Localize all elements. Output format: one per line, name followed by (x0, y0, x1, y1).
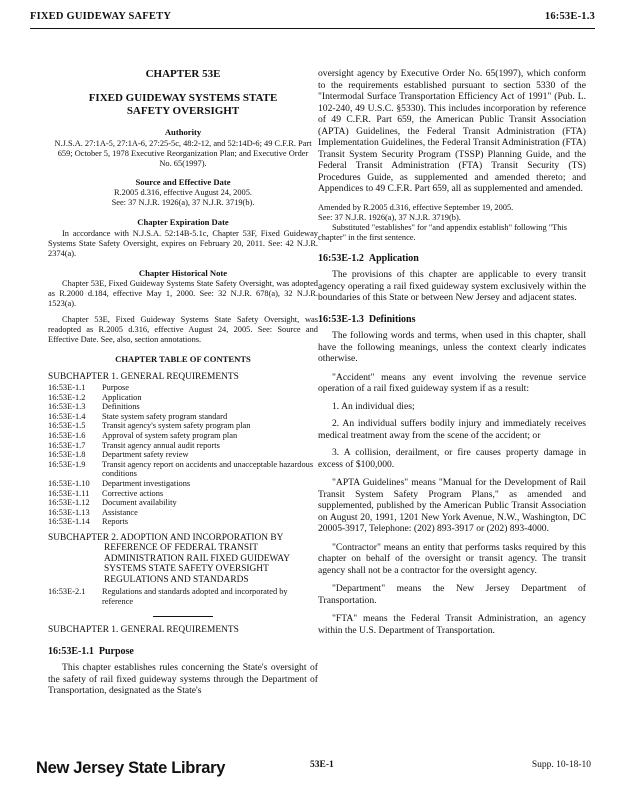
header-section: 16:53E-1.3 (544, 11, 595, 22)
toc-entry (48, 421, 318, 431)
toc-entry-title: Purpose (102, 383, 129, 392)
toc-entry-title: Transit agency's system safety program plan (102, 421, 251, 431)
definition-department: "Department" means the New Jersey Department of Transportation. (318, 583, 586, 606)
toc-entry-number: 16:53E-1.5 (48, 421, 86, 431)
toc-entry-number: 16:53E-1.7 (48, 440, 86, 450)
toc-entry-number: 16:53E-1.8 (48, 450, 86, 460)
definition-fta: "FTA" means the Federal Transit Administration, an agency within the U.S. Department of Transportation. (318, 613, 586, 636)
accident-item-1: 1. An individual dies; (332, 400, 415, 412)
toc-entry (48, 393, 318, 403)
chapter-number: CHAPTER 53E (145, 68, 221, 80)
expiration-text: In accordance with N.J.S.A. 52:14B-5.1c, Chapter 53F, Fixed Guideway Systems State Safety Oversight, expires on February 20, 2011. See: 42 N.J.R. 2374(a). (48, 228, 318, 258)
toc-entry (48, 450, 318, 460)
toc-subchapter-2: SUBCHAPTER 2. ADOPTION AND INCORPORATION BY REFERENCE OF FEDERAL TRANSIT ADMINISTRATION RAIL FIXED GUIDEWAY SYSTEMS STATE SAFETY OVERSIGHT REGULATIONS AND STANDARDS (48, 532, 290, 585)
authority-text: N.J.S.A. 27:1A-5, 27:1A-6, 27:25-5c, 48:2-12, and 52:14D-6; 49 C.F.R. Part 659; October 5, 1978 Executive Reorganization Plan; and Executive Order No. 65(1997). (54, 138, 312, 168)
toc-entry-title: Definitions (102, 402, 140, 412)
purpose-heading (48, 646, 318, 658)
history-text-1: Chapter 53E, Fixed Guideway Systems State Safety Oversight, was adopted as R.2000 d.184, effective May 1, 2000. See: 32 N.J.R. 678(a), 32 N.J.R. 1523(a). (48, 279, 318, 308)
supplement-date: Supp. 10-18-10 (531, 760, 591, 770)
toc-entry-number: 16:53E-2.1 (48, 586, 86, 596)
toc-list (48, 383, 318, 527)
toc-heading: CHAPTER TABLE OF CONTENTS (115, 354, 251, 364)
authority-heading: Authority (164, 127, 202, 137)
amendment-note-3: Substituted "establishes" for "and appendix establish" following "This chapter" in the first sentence. (318, 222, 568, 242)
toc-entry (48, 508, 318, 518)
subchapter-1-heading: SUBCHAPTER 1. GENERAL REQUIREMENTS (48, 625, 239, 636)
toc-entry-title: Reports (102, 517, 129, 527)
application-number: 16:53E-1.2 (318, 252, 364, 264)
toc-entry (48, 460, 318, 479)
toc-entry (48, 383, 318, 393)
toc-subchapter-1: SUBCHAPTER 1. GENERAL REQUIREMENTS (48, 371, 239, 382)
toc-list-2 (48, 587, 318, 606)
toc-entry-title: Document availability (102, 498, 177, 508)
toc-entry (48, 441, 318, 451)
right-column (318, 68, 586, 636)
amendment-note-1: Amended by R.2005 d.316, effective September 19, 2005. (318, 202, 514, 212)
toc-entry (48, 498, 318, 508)
toc-entry-title: Regulations and standards adopted and incorporated by reference (102, 586, 288, 606)
purpose-text: This chapter establishes rules concerning the State's oversight of the safety of rail fixed guideway systems through the Department of Transportation, designated as the State's (48, 662, 318, 697)
definitions-number: 16:53E-1.3 (318, 313, 364, 325)
toc-entry-title: State system safety program standard (102, 411, 228, 421)
toc-entry-title: Transit agency report on accidents and unacceptable hazardous conditions (102, 459, 314, 479)
running-header (30, 11, 595, 27)
toc-entry-number: 16:53E-1.1 (48, 383, 86, 392)
toc-entry-number: 16:53E-1.11 (48, 488, 90, 498)
toc-entry-number: 16:53E-1.13 (48, 507, 90, 517)
definitions-heading (318, 314, 586, 326)
definition-accident: "Accident" means any event involving the revenue service operation of a rail fixed guideway system if as a result: (318, 371, 586, 394)
toc-entry-number: 16:53E-1.9 (48, 459, 86, 469)
source-heading: Source and Effective Date (135, 176, 231, 187)
toc-entry-number: 16:53E-1.6 (48, 430, 86, 440)
accident-item-3: 3. A collision, derailment, or fire causes property damage in excess of $100,000. (318, 447, 586, 470)
header-title: FIXED GUIDEWAY SAFETY (30, 11, 172, 22)
toc-entry-number: 16:53E-1.4 (48, 411, 86, 421)
toc-entry (48, 431, 318, 441)
left-column (48, 68, 318, 697)
application-title: Application (368, 252, 419, 264)
toc-entry (48, 517, 318, 527)
toc-entry (48, 489, 318, 499)
definitions-intro: The following words and terms, when used in this chapter, shall have the following meanings, unless the context clearly indicates otherwise. (318, 330, 586, 364)
header-rule (30, 28, 595, 29)
application-text: The provisions of this chapter are applicable to every transit agency operating a rail fixed guideway system exclusively within the boundaries of this State or between New Jersey and adjacent states. (318, 269, 586, 303)
toc-entry-title: Application (102, 392, 142, 402)
history-heading: Chapter Historical Note (138, 267, 228, 278)
toc-entry-number: 16:53E-1.14 (48, 517, 90, 527)
expiration-heading: Chapter Expiration Date (137, 217, 229, 227)
definition-contractor: "Contractor" means an entity that performs tasks required by this chapter on behalf of the oversight or transit agency. The transit agency shall not be a contractor for the oversight agency. (318, 541, 586, 576)
definitions-title: Definitions (368, 313, 416, 325)
page-number: 53E-1 (310, 760, 334, 770)
application-heading (318, 253, 586, 265)
chapter-title: FIXED GUIDEWAY SYSTEMS STATE SAFETY OVERSIGHT (88, 92, 278, 117)
toc-entry-title: Department investigations (102, 478, 191, 488)
toc-entry (48, 412, 318, 422)
toc-entry-title: Assistance (102, 507, 138, 517)
toc-entry-title: Department safety review (102, 450, 189, 460)
accident-item-2: 2. An individual suffers bodily injury and immediately receives medical treatment away from the scene of the accident; or (318, 418, 586, 441)
purpose-number: 16:53E-1.1 (48, 645, 94, 657)
amendment-note-2: See: 37 N.J.R. 1926(a), 37 N.J.R. 3719(b). (318, 212, 461, 222)
toc-entry (48, 479, 318, 489)
toc-entry-number: 16:53E-1.2 (48, 392, 86, 402)
divider (153, 616, 213, 617)
purpose-continued: oversight agency by Executive Order No. 65(1997), which conform to the requirements established pursuant to section 5330 of the "Intermodal Surface Transportation Efficiency Act of 1991" (Pub. L. 102-240, 49 U.S.C. §5330). This includes incorporation by reference of 49 C.F.R. Part 659, the American Public Transit Association (APTA) Guidelines, the Federal Transit Administration (FTA) Implementation Guidelines, the Federal Transit Administration (FTA) Transit System Security Program (TSSP) Planning Guide, and the Federal Transit Administration (FTA) Transit Security (TS) Procedures Guide, as supplemented and amended thereto; and Appendices to 49 C.F.R. Part 659, all as supplemented and amended. (318, 68, 586, 194)
purpose-title: Purpose (98, 645, 134, 657)
history-text-2: Chapter 53E, Fixed Guideway Systems State Safety Oversight, was readopted as R.2005 d.316, effective August 24, 2005. See: Source and Effective Date. See, also, section annotations. (48, 315, 318, 344)
source-text: R.2005 d.316, effective August 24, 2005. See: 37 N.J.R. 1926(a), 37 N.J.R. 3719(b). (111, 188, 255, 207)
toc-entry (48, 587, 318, 606)
library-watermark: New Jersey State Library (36, 759, 226, 777)
toc-entry (48, 402, 318, 412)
page-footer (30, 757, 595, 787)
toc-entry-title: Corrective actions (102, 488, 164, 498)
toc-entry-title: Transit agency annual audit reports (102, 440, 220, 450)
toc-entry-number: 16:53E-1.3 (48, 402, 86, 412)
toc-entry-number: 16:53E-1.12 (48, 498, 90, 508)
definition-apta: "APTA Guidelines" means "Manual for the Development of Rail Transit System Safety Program Plans," as amended and supplemented, published by the American Public Transit Association on August 20, 1991, 1201 New York Avenue, N.W., Washington, DC 20005-3917, Telephone: (202) 893-3917 or (202) 893-4000. (318, 477, 586, 534)
toc-entry-number: 16:53E-1.10 (48, 478, 90, 488)
toc-entry-title: Approval of system safety program plan (102, 430, 238, 440)
